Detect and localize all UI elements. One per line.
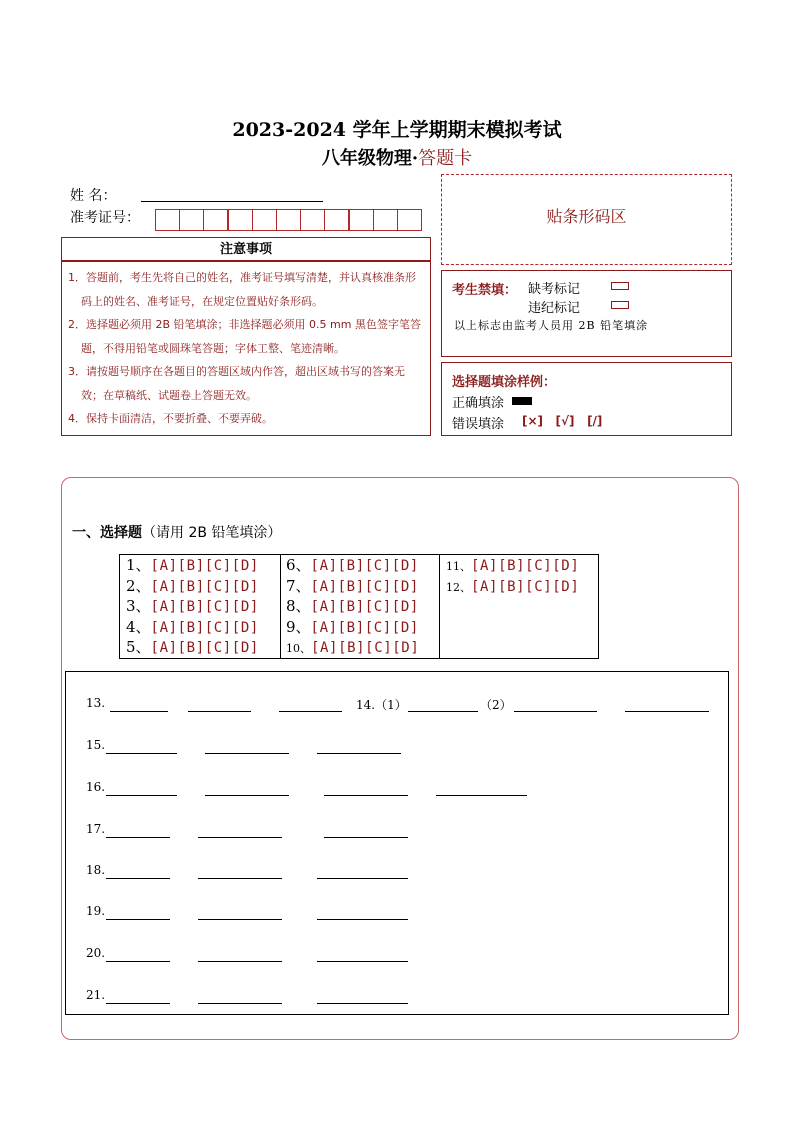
answer-blank[interactable]	[106, 1002, 170, 1004]
id-digit-box[interactable]	[397, 209, 422, 231]
answer-blank[interactable]	[279, 710, 342, 712]
answer-blank[interactable]	[317, 960, 408, 962]
q13-label: 13.	[86, 696, 106, 710]
q17-label: 17.	[86, 822, 106, 836]
notice-item: 4．保持卡面清洁，不要折叠、不要弄破。	[68, 412, 273, 425]
answer-options[interactable]: [A][B][C][D]	[150, 619, 259, 636]
correct-fill-sample	[512, 397, 532, 405]
notice-item: 1．答题前，考生先将自己的姓名，准考证号填写清楚，并认真核准条形码上的姓名、准考证号，在规定位置贴好条形码。	[68, 271, 416, 308]
answer-blank[interactable]	[205, 794, 289, 796]
exam-title: 2023-2024 学年上学期期末模拟考试	[232, 119, 562, 141]
mc-heading	[72, 522, 281, 542]
barcode-label: 贴条形码区	[546, 207, 627, 226]
q19-label: 19.	[86, 904, 106, 918]
answer-blank[interactable]	[324, 794, 408, 796]
id-digit-box[interactable]	[349, 209, 374, 231]
question-number: 5、	[126, 638, 151, 657]
id-digit-box[interactable]	[252, 209, 277, 231]
answer-blank[interactable]	[110, 710, 168, 712]
answer-blank[interactable]	[106, 877, 170, 879]
answer-options[interactable]: [A][B][C][D]	[150, 578, 259, 595]
mc-question-row	[286, 576, 438, 597]
answer-options[interactable]: [A][B][C][D]	[150, 640, 259, 657]
mc-divider	[439, 555, 440, 658]
name-field[interactable]	[141, 185, 323, 202]
mc-heading-text: 一、选择题	[72, 525, 142, 541]
answer-options[interactable]: [A][B][C][D]	[310, 578, 419, 595]
answer-blank[interactable]	[106, 836, 170, 838]
id-digit-box[interactable]	[203, 209, 228, 231]
mc-question-row	[446, 555, 598, 576]
question-number: 9、	[286, 617, 311, 636]
answer-blank[interactable]	[106, 918, 170, 920]
mc-question-row	[446, 576, 598, 597]
mc-heading-note: （请用 2B 铅笔填涂）	[142, 525, 282, 541]
q14-label: 14.（1）	[356, 698, 407, 712]
q16-label: 16.	[86, 780, 106, 794]
mc-question-row	[286, 555, 438, 576]
barcode-area	[441, 174, 732, 265]
mc-column-1	[126, 555, 278, 658]
mc-answer-table	[119, 554, 599, 659]
q21-label: 21.	[86, 988, 106, 1002]
answer-blank[interactable]	[436, 794, 527, 796]
proctor-marks-box	[441, 270, 732, 357]
question-number: 6、	[286, 556, 311, 574]
mc-column-2	[286, 555, 438, 658]
answer-blank[interactable]	[317, 877, 408, 879]
mc-question-row	[126, 637, 278, 658]
id-digit-box[interactable]	[373, 209, 398, 231]
name-label: 姓 名：	[70, 188, 117, 204]
question-number: 3、	[126, 597, 151, 616]
answer-blank[interactable]	[106, 794, 177, 796]
fill-example-box	[441, 362, 732, 436]
mc-question-row	[126, 617, 278, 638]
correct-fill-label: 正确填涂	[452, 396, 505, 411]
answer-blank[interactable]	[408, 710, 478, 712]
id-digit-box[interactable]	[300, 209, 325, 231]
mc-column-3	[446, 555, 598, 658]
exam-subtitle	[0, 144, 794, 170]
q15-label: 15.	[86, 738, 106, 752]
notice-item: 2．选择题必须用 2B 铅笔填涂；非选择题必须用 0.5 mm 黑色签字笔答题，不得用铅笔或圆珠笔答题；字体工整、笔迹清晰。	[68, 318, 421, 355]
example-title: 选择题填涂样例：	[452, 375, 557, 390]
answer-blank[interactable]	[106, 752, 177, 754]
mc-divider	[280, 555, 281, 658]
absent-mark-box[interactable]	[611, 282, 629, 290]
answer-blank[interactable]	[317, 918, 408, 920]
answer-blank[interactable]	[198, 960, 282, 962]
answer-blank[interactable]	[317, 752, 401, 754]
fill-in-answer-box	[65, 671, 729, 1015]
answer-blank[interactable]	[317, 1002, 408, 1004]
answer-options[interactable]: [A][B][C][D]	[310, 619, 419, 636]
id-digit-box[interactable]	[276, 209, 301, 231]
answer-options[interactable]: [A][B][C][D]	[150, 558, 259, 574]
notice-box	[61, 261, 431, 436]
answer-blank[interactable]	[514, 710, 597, 712]
id-label: 准考证号：	[70, 210, 140, 226]
id-digit-box[interactable]	[155, 209, 180, 231]
mc-question-row	[126, 555, 278, 576]
mc-question-row	[126, 576, 278, 597]
q20-label: 20.	[86, 946, 106, 960]
answer-blank[interactable]	[106, 960, 170, 962]
q18-label: 18.	[86, 863, 106, 877]
answer-blank[interactable]	[324, 836, 408, 838]
question-number: 4、	[126, 617, 151, 636]
answer-options[interactable]: [A][B][C][D]	[311, 640, 420, 657]
answer-blank[interactable]	[198, 918, 282, 920]
mc-question-row	[286, 617, 438, 638]
mc-question-row	[286, 637, 438, 658]
mc-question-row	[286, 596, 438, 617]
banned-label: 考生禁填：	[452, 283, 518, 298]
question-number: 1、	[126, 556, 151, 574]
answer-blank[interactable]	[205, 752, 289, 754]
absent-label: 缺考标记	[528, 282, 581, 297]
question-number: 11、	[446, 560, 471, 573]
id-digit-box[interactable]	[228, 209, 253, 231]
question-number: 7、	[286, 576, 311, 595]
subject-label: 八年级物理·	[321, 148, 419, 169]
question-number: 2、	[126, 576, 151, 595]
proctor-note: 以上标志由监考人员用 2B 铅笔填涂	[454, 319, 649, 332]
q14-part2-label: （2）	[480, 698, 512, 712]
id-digit-box[interactable]	[324, 209, 349, 231]
wrong-fill-label: 错误填涂	[452, 417, 505, 432]
answer-blank[interactable]	[188, 710, 251, 712]
question-number: 10、	[286, 642, 311, 656]
mc-question-row	[126, 596, 278, 617]
violation-label: 违纪标记	[528, 301, 581, 316]
question-number: 12、	[446, 580, 471, 594]
answer-card-tag: 答题卡	[418, 148, 473, 169]
answer-blank[interactable]	[198, 836, 282, 838]
notice-item: 3．请按题号顺序在各题目的答题区域内作答，超出区域书写的答案无效；在草稿纸、试题卷上答题无效。	[68, 365, 405, 402]
answer-options[interactable]: [A][B][C][D]	[310, 599, 419, 616]
violation-mark-box[interactable]	[611, 301, 629, 309]
wrong-fill-samples: [×] [√] [/]	[522, 414, 603, 428]
answer-options[interactable]: [A][B][C][D]	[150, 599, 259, 616]
answer-options[interactable]: [A][B][C][D]	[310, 558, 419, 574]
answer-options[interactable]: [A][B][C][D]	[471, 578, 580, 595]
answer-blank[interactable]	[198, 877, 282, 879]
notice-title: 注意事项	[61, 237, 431, 261]
id-digit-box[interactable]	[179, 209, 204, 231]
answer-options[interactable]: [A][B][C][D]	[471, 558, 580, 574]
question-number: 8、	[286, 597, 311, 616]
answer-blank[interactable]	[625, 710, 709, 712]
answer-blank[interactable]	[198, 1002, 282, 1004]
